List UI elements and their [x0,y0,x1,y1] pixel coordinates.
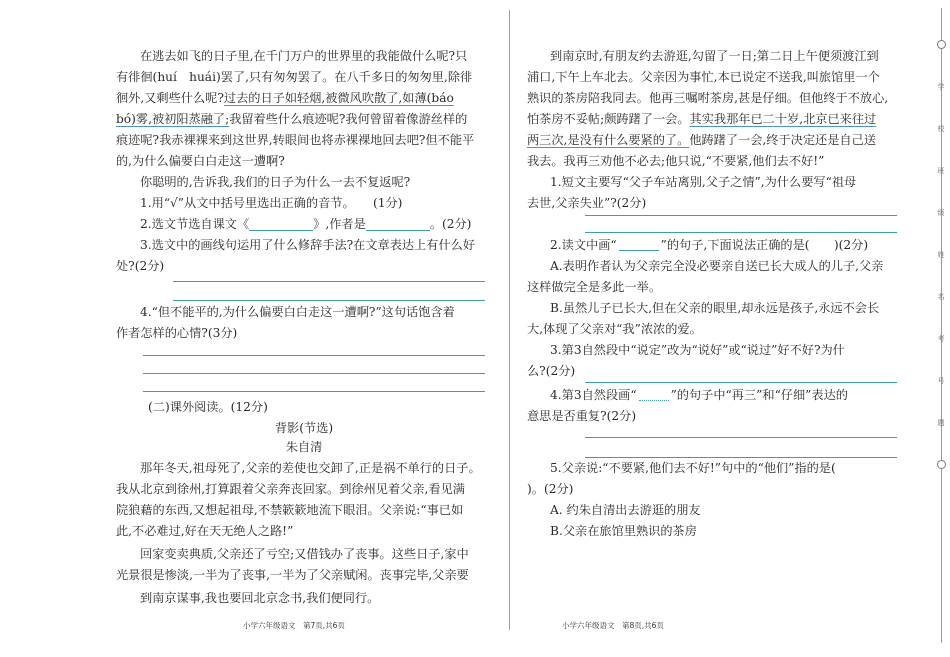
column-divider [509,10,510,630]
answer-line[interactable] [585,382,897,383]
page-footer: 小学六年级语文 第7页,共6页 [243,621,345,630]
margin-label: 号 [937,377,945,385]
answer-line[interactable] [173,281,485,282]
question-1: 1.用“√”从文中括号里选出正确的音节。 (1分) [140,196,403,210]
passage-line: 光景很是惨淡,一半为了丧事,一半为了父亲赋闲。丧事完毕,父亲要 [116,568,469,582]
passage-line: 我去。我再三劝他不必去;他只说,“不要紧,他们去不好!” [527,154,825,168]
binding-margin-line [941,8,942,643]
passage-line: 到南京时,有朋友约去游逛,勾留了一日;第二日上午便须渡江到 [550,49,879,63]
question-3-cont: 么?(2分) [527,364,576,378]
passage-line: 浦口,下午上车北去。父亲因为事忙,本已说定不送我,叫旅馆里一个 [527,70,880,84]
section-heading: (二)课外阅读。(12分) [148,400,268,414]
passage-line: 回家变卖典质,父亲还了亏空;又借钱办了丧事。这些日子,家中 [140,547,469,561]
passage-line: bó)雾,被初阳蒸融了;我留着些什么痕迹呢?我何曾留着像游丝样的 [116,112,468,126]
line-marker [619,240,659,251]
option-a: A.表明作者认为父亲完全没必要亲自送已长大成人的儿子,父亲 [550,259,884,273]
answer-line[interactable] [585,215,897,216]
binding-hole [937,40,946,49]
story-author: 朱自清 [285,440,323,454]
page-footer: 小学六年级语文 第8页,共6页 [562,621,664,630]
passage-line: 徊外,又剩些什么呢?过去的日子如轻烟,被微风吹散了,如薄(báo [116,91,454,105]
margin-label: 校 [937,125,945,133]
answer-blank[interactable] [249,218,313,231]
passage-line: 院狼藉的东西,又想起祖母,不禁簌簌地流下眼泪。父亲说:“事已如 [116,503,464,517]
question-3: 3.第3自然段中“说定”改为“说好”或“说过”好不好?为什 [550,343,845,357]
question-5: 5.父亲说:“不要紧,他们去不好!”句中的“他们”指的是( [550,461,836,475]
answer-line[interactable] [173,300,485,301]
passage-line: 怕茶房不妥帖;颇踌躇了一会。其实我那年已二十岁,北京已来往过 [527,112,877,126]
passage-line: 在逃去如飞的日子里,在千门万户的世界里的我能做什么呢?只 [140,49,468,63]
answer-blank[interactable] [366,218,430,231]
question-1: 1.短文主要写“父子车站离别,父子之情”,为什么要写“祖母 [550,175,857,189]
question-4-cont: 意思是否重复?(2分) [527,409,637,423]
passage-line: 有徘徊(huí huái)罢了,只有匆匆罢了。在八千多日的匆匆里,除徘 [116,70,473,84]
underlined-sentence: 两三次,是没有什么要紧的了。 [527,133,690,147]
question-5-cont: )。(2分) [527,482,574,496]
answer-line[interactable] [585,232,897,233]
margin-label: 级 [937,209,945,217]
margin-label: 学 [937,83,945,91]
story-title: 背影(节选) [274,421,334,435]
passage-line: 痕迹呢?我赤裸裸来到这世界,转眼间也将赤裸裸地回去吧?但不能平 [116,133,475,147]
option-b-cont: 大,体现了父亲对“我”浓浓的爱。 [527,322,702,336]
question-4: 4.“但不能平的,为什么偏要白白走这一遭啊?”这句话饱含着 [140,305,455,319]
answer-line[interactable] [143,355,485,356]
margin-label: 班 [937,167,945,175]
question-4-cont: 作者怎样的心情?(3分) [116,326,238,340]
question-3: 3.选文中的画线句运用了什么修辞手法?在文章表达上有什么好 [140,238,476,252]
option-b: B.虽然儿子已长大,但在父亲的眼里,却永远是孩子,永远不会长 [550,301,880,315]
option-b: B.父亲在旅馆里熟识的茶房 [550,524,697,538]
answer-line[interactable] [585,437,897,438]
margin-label: 姓 [937,251,945,259]
margin-label: 题 [937,419,945,427]
passage-line: 那年冬天,祖母死了,父亲的差使也交卸了,正是祸不单行的日子。 [140,461,481,475]
passage-line: 此,不必难过,好在天无绝人之路!” [116,524,294,538]
question-2: 2.选文节选自课文《 》,作者是 。(2分) [140,217,472,231]
underlined-sentence: 其实我那年已二十岁,北京已来往过 [689,112,877,126]
question-4: 4.第3自然段画“ ”的句子中“再三”和“仔细”表达的 [550,388,848,402]
answer-line[interactable] [143,373,485,374]
binding-hole [937,460,946,469]
question-3-cont: 处?(2分) [116,259,165,273]
underlined-sentence: bó)雾,被初阳蒸融了; [116,112,230,126]
passage-line: 两三次,是没有什么要紧的了。他踌躇了一会,终于决定还是自己送 [527,133,876,147]
passage-line: 熟识的茶房陪我同去。他再三嘱咐茶房,甚是仔细。但他终于不放心, [527,91,889,105]
margin-label: 名 [937,293,945,301]
passage-line: 我从北京到徐州,打算跟着父亲奔丧回家。到徐州见着父亲,看见满 [116,482,465,496]
option-a: A. 约朱自清出去游逛的朋友 [550,503,701,517]
option-a-cont: 这样做完全是多此一举。 [527,280,662,294]
underlined-sentence: 过去的日子如轻烟,被微风吹散了,如薄(báo [223,91,454,105]
answer-line[interactable] [143,391,485,392]
wavy-marker [639,390,669,401]
question-2: 2.读文中画“ ”的句子,下面说法正确的是( )(2分) [550,238,869,252]
passage-line: 的,为什么偏要白白走这一遭啊? [116,154,285,168]
margin-label: 考 [937,335,945,343]
passage-line: 你聪明的,告诉我,我们的日子为什么一去不复返呢? [140,175,411,189]
question-1-cont: 去世,父亲失业”?(2分) [527,196,647,210]
passage-line: 到南京谋事,我也要回北京念书,我们便同行。 [140,591,380,605]
